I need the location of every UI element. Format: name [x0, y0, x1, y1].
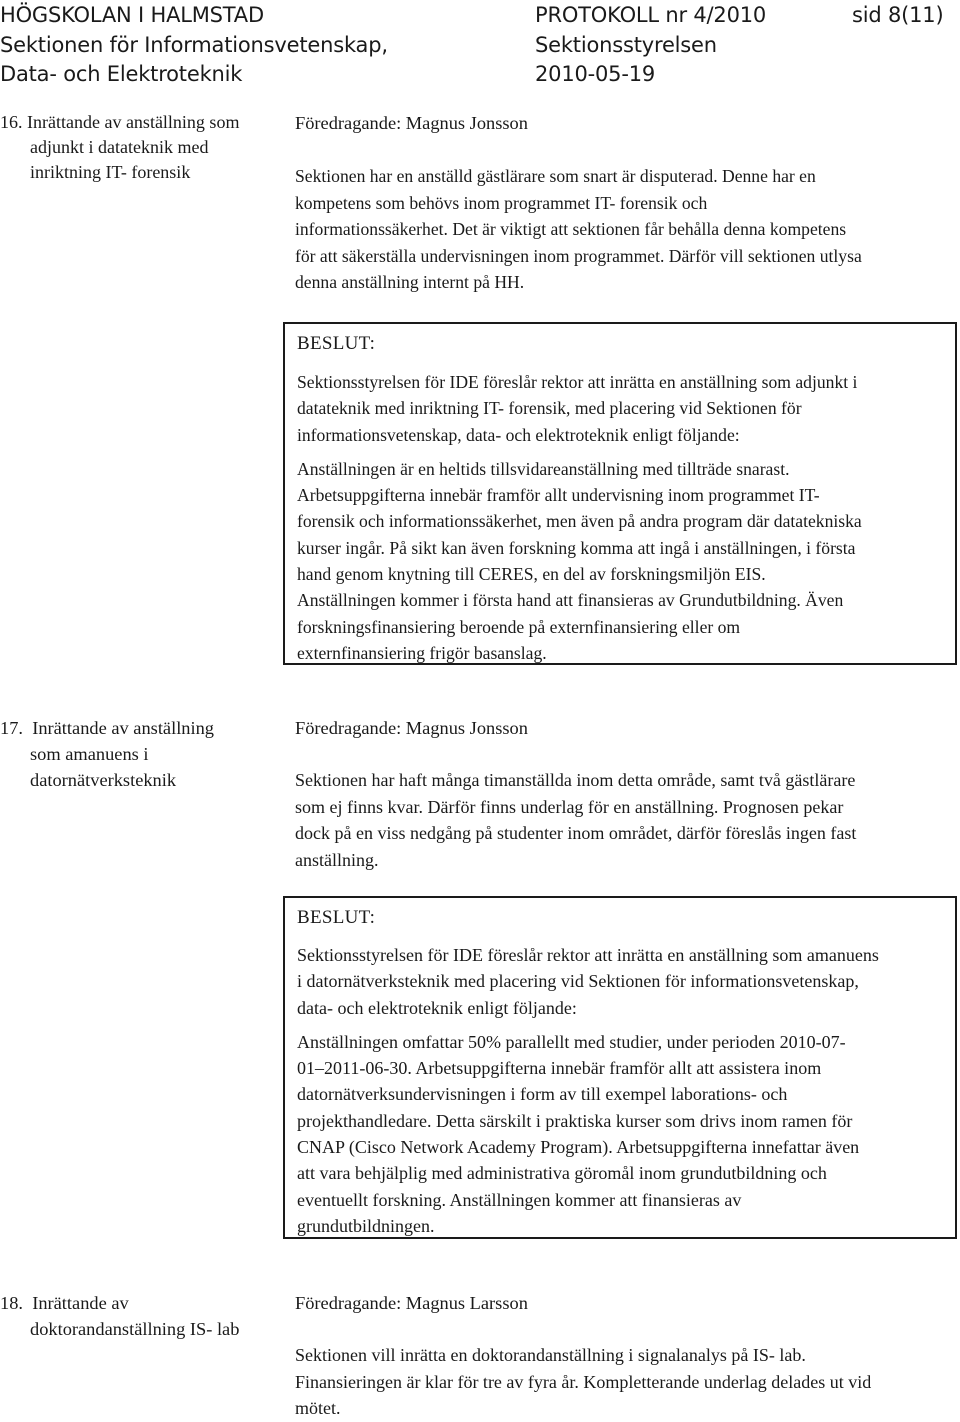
decision-line: Anställningen kommer i första hand att finansieras av Grundutbildning. Även: [297, 590, 844, 611]
body-line: dock på en viss nedgång på studenter inom området, därför föreslås ingen fast: [295, 823, 857, 843]
decision-line: kurser ingår. På sikt kan även forskning komma att ingå i anställningen, i första: [297, 537, 856, 558]
protocol-number: PROTOKOLL nr 4/2010: [535, 3, 767, 27]
body-line: informationssäkerhet. Det är viktigt att sektionen får behålla denna kompetens: [295, 219, 847, 239]
decision-line: Sektionsstyrelsen för IDE föreslår rektor att inrätta en anställning som amanuens: [297, 945, 879, 965]
item-17-presenter: Föredragande: Magnus Jonsson: [295, 718, 528, 738]
item-17-title: [0, 715, 265, 793]
body-line: kompetens som behövs inom programmet IT- forensik och: [295, 192, 708, 213]
section-name-line1: Sektionen för Informationsvetenskap,: [0, 33, 388, 57]
school-name: HÖGSKOLAN I HALMSTAD: [0, 3, 264, 27]
decision-line: i datornätverksteknik med placering vid Sektionen för informationsvetenskap,: [297, 971, 859, 992]
item-title-line: adjunkt i datateknik med: [30, 137, 209, 157]
body-line: mötet.: [295, 1398, 341, 1418]
item-18-title: [0, 1290, 265, 1342]
item-number: 16.: [0, 112, 23, 132]
page-number: sid 8(11): [852, 3, 944, 27]
item-title-line: inriktning IT- forensik: [30, 162, 191, 182]
decision-label: BESLUT:: [297, 333, 376, 354]
decision-line: 01–2011-06-30. Arbetsuppgifterna innebär framför allt att assistera inom: [297, 1058, 822, 1079]
decision-line: forensik och informationssäkerhet, men även på andra program där datatekniska: [297, 511, 862, 532]
item-number: 18.: [0, 1293, 23, 1313]
decision-line: datornätverksundervisningen i form av till exempel laborations- och: [297, 1084, 788, 1105]
item-number: 17.: [0, 718, 23, 738]
decision-line: hand genom knytning till CERES, en del av forskningsmiljön EIS.: [297, 564, 766, 585]
item-18-body: [295, 1342, 945, 1422]
item-16-body: [295, 163, 945, 296]
item-title-line: doktorandanställning IS- lab: [30, 1319, 240, 1339]
item-title-line: Inrättande av anställning: [32, 718, 214, 738]
item-title-line: Inrättande av: [32, 1293, 129, 1313]
item-title-line: som amanuens i: [30, 744, 149, 764]
item-title-line: Inrättande av anställning som: [27, 112, 240, 132]
item-17-decision-box: [283, 896, 957, 1239]
decision-line: eventuellt forskning. Anställningen kommer att finansieras av: [297, 1189, 742, 1210]
body-line: för att säkerställa undervisningen inom programmet. Därför vill sektionen utlysa: [295, 245, 862, 266]
decision-line: Arbetsuppgifterna innebär framför allt undervisning inom programmet IT-: [297, 485, 820, 506]
body-line: som ej finns kvar. Därför finns underlag för en anställning. Prognosen pekar: [295, 796, 844, 817]
decision-line: forskningsfinansiering beroende på externfinansiering eller om: [297, 616, 741, 637]
body-line: anställning.: [295, 849, 379, 870]
item-17-body: [295, 767, 945, 873]
board-name: Sektionsstyrelsen: [535, 33, 717, 57]
item-18-presenter: Föredragande: Magnus Larsson: [295, 1293, 528, 1313]
section-name-line2: Data- och Elektroteknik: [0, 62, 243, 86]
item-16-title: [0, 110, 265, 185]
decision-line: CNAP (Cisco Network Academy Program). Arbetsuppgifterna innefattar även: [297, 1137, 860, 1158]
body-line: denna anställning internt på HH.: [295, 272, 525, 292]
decision-line: externfinansiering frigör basanslag.: [297, 642, 547, 663]
decision-line: Sektionsstyrelsen för IDE föreslår rektor att inrätta en anställning som adjunkt i: [297, 372, 858, 392]
body-line: Finansieringen är klar för tre av fyra år. Kompletterande underlag delades ut vid: [295, 1371, 872, 1392]
item-16-presenter: Föredragande: Magnus Jonsson: [295, 113, 528, 133]
decision-line: data- och elektroteknik enligt följande:: [297, 997, 577, 1018]
body-line: Sektionen har haft många timanställda inom detta område, samt två gästlärare: [295, 770, 856, 790]
decision-line: grundutbildningen.: [297, 1215, 435, 1236]
meeting-date: 2010-05-19: [535, 62, 656, 86]
body-line: Sektionen har en anställd gästlärare som snart är disputerad. Denne har en: [295, 166, 816, 186]
decision-line: datateknik med inriktning IT- forensik, med placering vid Sektionen för: [297, 398, 802, 419]
decision-line: att vara behjälplig med administrativa göromål inom grundutbildning och: [297, 1163, 827, 1184]
decision-label: BESLUT:: [297, 907, 376, 928]
item-16-decision-box: [283, 322, 957, 665]
item-title-line: datornätverksteknik: [30, 770, 177, 790]
decision-line: informationsvetenskap, data- och elektroteknik enligt följande:: [297, 424, 740, 445]
decision-line: projekthandledare. Detta särskilt i praktiska kurser som drivs inom ramen för: [297, 1110, 853, 1131]
decision-line: Anställningen omfattar 50% parallellt med studier, under perioden 2010-07-: [297, 1031, 846, 1052]
decision-line: Anställningen är en heltids tillsvidareanställning med tillträde snarast.: [297, 458, 790, 479]
body-line: Sektionen vill inrätta en doktorandanställning i signalanalys på IS- lab.: [295, 1345, 806, 1365]
